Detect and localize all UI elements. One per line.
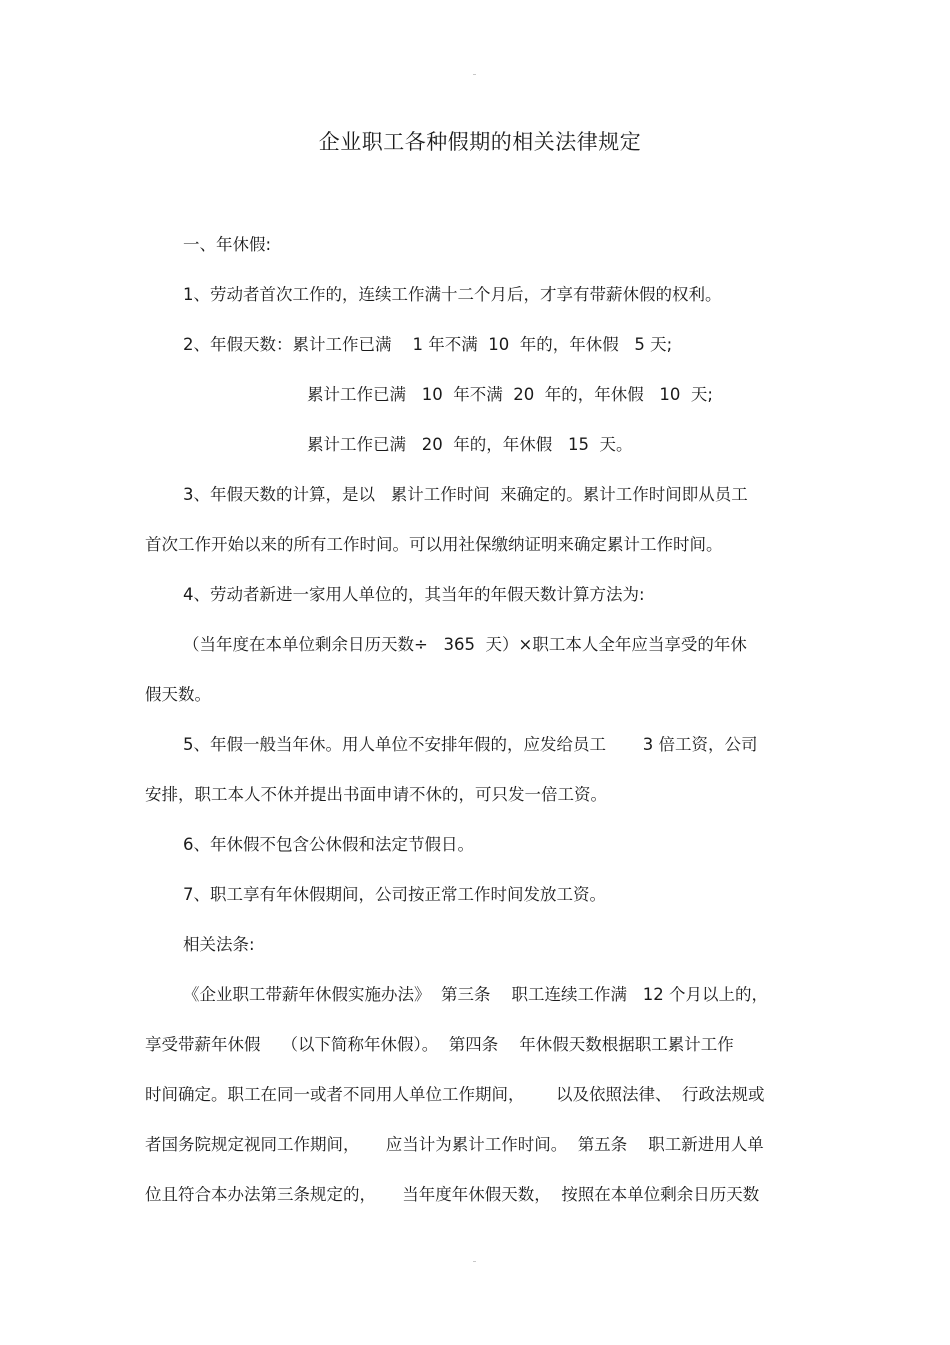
document-title: 企业职工各种假期的相关法律规定 [318, 130, 642, 154]
formula-line-cont: 假天数。 [145, 685, 211, 704]
top-mark [473, 74, 476, 75]
law-text-line-3: 时间确定。职工在同一或者不同用人单位工作期间， 以及依照法律、 行政法规或 [145, 1085, 765, 1104]
paragraph-item-1: 1、劳动者首次工作的，连续工作满十二个月后，才享有带薪休假的权利。 [183, 285, 722, 304]
bottom-mark [473, 1261, 476, 1262]
paragraph-item-4: 4、劳动者新进一家用人单位的，其当年的年假天数计算方法为: [183, 585, 645, 604]
related-laws-heading: 相关法条: [183, 935, 255, 954]
law-text-line-2: 享受带薪年休假 （以下简称年休假）。 第四条 年休假天数根据职工累计工作 [145, 1035, 734, 1054]
paragraph-item-3-cont: 首次工作开始以来的所有工作时间。可以用社保缴纳证明来确定累计工作时间。 [145, 535, 723, 554]
section-heading-annual-leave: 一、年休假: [183, 235, 272, 254]
paragraph-item-2-line-3: 累计工作已满 20 年的，年休假 15 天。 [307, 435, 633, 454]
paragraph-item-5-cont: 安排，职工本人不休并提出书面申请不休的，可只发一倍工资。 [145, 785, 607, 804]
formula-line: （当年度在本单位剩余日历天数÷ 365 天）×职工本人全年应当享受的年休 [183, 635, 747, 654]
law-text-line-5: 位且符合本办法第三条规定的， 当年度年休假天数， 按照在本单位剩余日历天数 [145, 1185, 760, 1204]
paragraph-item-5: 5、年假一般当年休。用人单位不安排年假的，应发给员工 3 倍工资，公司 [183, 735, 758, 754]
paragraph-item-2-line-2: 累计工作已满 10 年不满 20 年的，年休假 10 天; [307, 385, 713, 404]
law-text-line-1: 《企业职工带薪年休假实施办法》 第三条 职工连续工作满 12 个月以上的， [183, 985, 768, 1004]
paragraph-item-7: 7、职工享有年休假期间，公司按正常工作时间发放工资。 [183, 885, 606, 904]
law-text-line-4: 者国务院规定视同工作期间， 应当计为累计工作时间。 第五条 职工新进用人单 [145, 1135, 764, 1154]
paragraph-item-3: 3、年假天数的计算，是以 累计工作时间 来确定的。累计工作时间即从员工 [183, 485, 748, 504]
paragraph-item-2: 2、年假天数：累计工作已满 1 年不满 10 年的，年休假 5 天; [183, 335, 673, 354]
paragraph-item-6: 6、年休假不包含公休假和法定节假日。 [183, 835, 474, 854]
